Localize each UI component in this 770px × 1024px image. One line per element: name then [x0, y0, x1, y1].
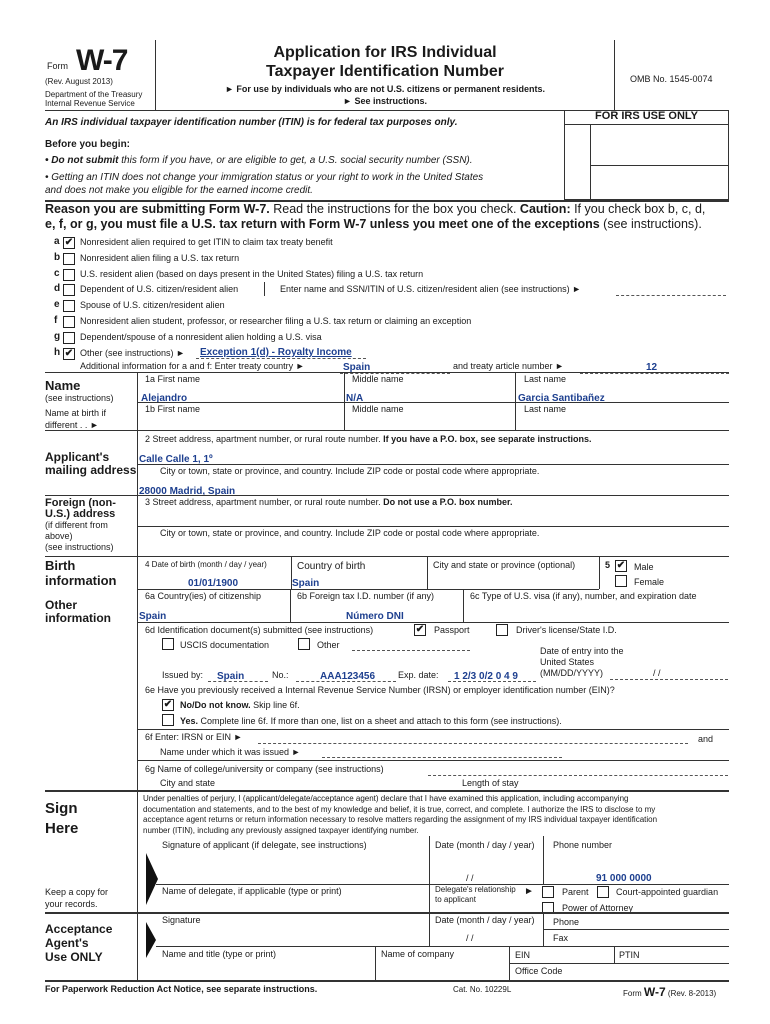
drivers-license-label: Driver's license/State I.D.	[516, 625, 617, 635]
reason-letter-a: a	[54, 236, 60, 247]
name-section-label: Name	[45, 378, 81, 393]
reason-checkbox-b[interactable]	[63, 253, 75, 265]
id-docs-label: 6d Identification document(s) submitted (see instructions)	[145, 625, 374, 635]
drivers-license-checkbox[interactable]	[496, 624, 508, 636]
parent-checkbox[interactable]	[542, 886, 554, 898]
reason-text-b: Nonresident alien filing a U.S. tax return	[80, 252, 240, 263]
reason-letter-g: g	[54, 330, 61, 342]
middle-name-label: Middle name	[352, 374, 404, 384]
entry-date-label2: United States	[540, 657, 595, 667]
before-begin: Before you begin:	[45, 139, 131, 150]
name-at-birth-label2: different . . ►	[45, 420, 99, 430]
reason-letter-b: b	[54, 251, 61, 263]
street-value[interactable]: Calle Calle 1, 1º	[139, 454, 213, 465]
itin-note: An IRS individual taxpayer identification number (ITIN) is for federal tax purposes only.	[45, 117, 458, 128]
issued-by-label: Issued by:	[162, 670, 204, 680]
guardian-label: Court-appointed guardian	[616, 887, 719, 897]
relationship-label1: Delegate's relationship	[435, 885, 516, 894]
foreign-tax-id-label: 6b Foreign tax I.D. number (if any)	[297, 591, 435, 601]
treaty-country-value[interactable]: Spain	[343, 362, 371, 373]
reason-checkbox-e[interactable]	[63, 300, 75, 312]
catalog-number: Cat. No. 10229L	[453, 985, 512, 994]
male-checkbox[interactable]: ✔	[616, 560, 626, 571]
reason-letter-f: f	[54, 315, 58, 326]
guardian-checkbox[interactable]	[597, 886, 609, 898]
omb-number: OMB No. 1545-0074	[630, 74, 713, 84]
company-name-label: Name of company	[381, 949, 455, 959]
bullet2-line1: • Getting an ITIN does not change your immigration status or your right to work in the United States	[45, 172, 484, 183]
treaty-article-label: and treaty article number ►	[453, 361, 564, 371]
keep-copy-line2: your records.	[45, 899, 98, 909]
foreign-city-label: City or town, state or province, and country. Include ZIP code or postal code where appropriate.	[160, 528, 540, 538]
foreign-address-label3: (if different from	[45, 520, 108, 530]
reason-line2: e, f, or g, you must file a U.S. tax return with Form W-7 unless you meet one of the exceptions (see instructions).	[45, 217, 702, 231]
birth-middle-name-label: Middle name	[352, 404, 404, 414]
prev-itin-question: 6e Have you previously received a Internal Revenue Service Number (IRSN) or employer identification number (EIN)?	[145, 685, 615, 695]
visa-label: 6c Type of U.S. visa (if any), number, and expiration date	[470, 591, 697, 601]
country-of-birth-value[interactable]: Spain	[292, 578, 320, 589]
female-checkbox[interactable]	[615, 575, 627, 587]
delegate-name-label: Name of delegate, if applicable (type or print)	[162, 886, 342, 896]
reason-checkbox-f[interactable]	[63, 316, 75, 328]
perjury-line: number (ITIN), including any previously assigned taxpayer identifying number.	[143, 825, 419, 835]
reason-checkbox-a[interactable]: ✔	[64, 237, 74, 248]
agent-date-slashes[interactable]: / /	[466, 933, 474, 943]
form-number: W-7	[76, 44, 128, 77]
agent-name-title-label: Name and title (type or print)	[162, 949, 277, 959]
reason-letter-h: h	[54, 346, 61, 358]
foreign-tax-id-value[interactable]: Número DNI	[346, 611, 404, 622]
female-label: Female	[634, 577, 665, 587]
sign-arrow-icon	[146, 853, 158, 905]
ptin-label: PTIN	[619, 950, 640, 960]
country-of-birth-label: Country of birth	[297, 561, 366, 572]
perjury-line: acceptance agent returns or return information necessary to resolve matters regarding the assignment of my IRS individual taxpayer identification	[143, 815, 658, 824]
d-enter-label: Enter name and SSN/ITIN of U.S. citizen/resident alien (see instructions) ►	[280, 284, 582, 294]
exp-date-label: Exp. date:	[398, 670, 439, 680]
reason-text-e: Spouse of U.S. citizen/resident alien	[80, 300, 225, 311]
city-of-birth-label: City and state or province (optional)	[433, 560, 576, 570]
footer-form: Form W-7 (Rev. 8-2013)	[623, 985, 717, 999]
last-name-label: Last name	[524, 374, 567, 384]
college-label: 6g Name of college/university or company (see instructions)	[145, 764, 384, 774]
other-reason-value[interactable]: Exception 1(d) - Royalty Income	[200, 347, 352, 358]
doc-number-label: No.:	[272, 670, 289, 680]
foreign-address-label1: Foreign (non-	[45, 497, 116, 509]
foreign-address-label2: U.S.) address	[45, 508, 116, 520]
subtitle2: ► See instructions.	[343, 96, 427, 106]
reason-text-d: Dependent of U.S. citizen/resident alien	[80, 284, 239, 295]
uscis-label: USCIS documentation	[180, 640, 270, 650]
agent-signature-label: Signature	[162, 915, 201, 925]
exp-date-value[interactable]: 1 2/3 0/2 0 4 9	[454, 671, 518, 682]
issued-by-value[interactable]: Spain	[217, 671, 245, 682]
agent-label2: Agent's	[45, 936, 89, 950]
relationship-arrow-icon: ►	[524, 886, 534, 897]
city-label: City or town, state or province, and country. Include ZIP code or postal code where appropriate.	[160, 466, 540, 476]
office-code-label: Office Code	[515, 966, 563, 976]
citizenship-label: 6a Country(ies) of citizenship	[145, 591, 262, 601]
reason-checkbox-h[interactable]: ✔	[64, 347, 74, 359]
other-info-label2: information	[45, 611, 111, 625]
gender-number: 5	[605, 560, 611, 570]
reason-text-a: Nonresident alien required to get ITIN to claim tax treaty benefit	[80, 237, 333, 247]
foreign-address-label4: above)	[45, 531, 73, 541]
uscis-checkbox[interactable]	[162, 638, 174, 650]
no-dont-know-checkbox[interactable]: ✔	[163, 699, 173, 710]
relationship-label2: to applicant	[435, 895, 476, 904]
other-info-label1: Other	[45, 598, 78, 612]
entry-date-label1: Date of entry into the	[540, 646, 624, 656]
subtitle1: ► For use by individuals who are not U.S. citizens or permanent residents.	[225, 84, 545, 94]
perjury-line: documentation and statements, and to the best of my knowledge and belief, it is true, correct, and complete. I authorize the IRS to disclose to my	[143, 804, 656, 814]
bullet2-line2: and does not make you eligible for the earned income credit.	[45, 185, 313, 196]
agent-date-label: Date (month / day / year)	[435, 915, 535, 925]
male-label: Male	[634, 562, 654, 572]
birth-info-label1: Birth	[45, 558, 76, 573]
dob-value[interactable]: 01/01/1900	[188, 578, 239, 589]
date-slashes[interactable]: / /	[466, 873, 474, 883]
form-word: Form	[47, 61, 68, 71]
title-line2: Taxpayer Identification Number	[266, 63, 504, 80]
length-of-stay-label: Length of stay	[462, 778, 519, 788]
mailing-address-label1: Applicant's	[45, 450, 110, 464]
yes-checkbox[interactable]	[162, 714, 174, 726]
middle-name-value[interactable]: N/A	[346, 393, 364, 404]
first-name-value[interactable]: Alejandro	[141, 393, 188, 404]
agent-phone-label: Phone	[553, 917, 580, 927]
and-label: and	[698, 734, 714, 744]
phone-label: Phone number	[553, 840, 613, 850]
reason-checkbox-c[interactable]	[63, 269, 75, 281]
irsn-ein-label: 6f Enter: IRSN or EIN ►	[145, 732, 243, 742]
reason-text-h: Other (see instructions) ►	[80, 347, 185, 358]
title-line1: Application for IRS Individual	[273, 44, 497, 61]
reason-letter-d: d	[54, 283, 61, 295]
additional-info-label: Additional information for a and f: Enter treaty country ►	[80, 361, 305, 371]
name-at-birth-label1: Name at birth if	[45, 408, 107, 418]
agent-label1: Acceptance	[45, 922, 113, 936]
first-name-label: 1a First name	[145, 374, 201, 384]
issued-under-label: Name under which it was issued ►	[160, 747, 301, 757]
agent-label3: Use ONLY	[45, 950, 103, 964]
sign-label2: Here	[45, 820, 79, 837]
keep-copy-line1: Keep a copy for	[45, 887, 109, 897]
agent-sign-arrow-icon	[146, 922, 156, 958]
dept-line1: Department of the Treasury	[45, 90, 143, 99]
perjury-statement	[143, 794, 657, 836]
bullet1: • Do not submit this form if you have, or are eligible to get, a U.S. social security number (SSN).	[45, 155, 473, 166]
reason-text-f: Nonresident alien student, professor, or researcher filing a U.S. tax return or claiming an exception	[80, 316, 472, 326]
dob-label: 4 Date of birth (month / day / year)	[145, 560, 267, 569]
reason-line1: Reason you are submitting Form W-7. Read the instructions for the box you check. Caution: If you check box b, c, d,	[45, 202, 706, 216]
agent-fax-label: Fax	[553, 933, 569, 943]
irs-use-only-label: FOR IRS USE ONLY	[595, 110, 698, 122]
reason-text-g: Dependent/spouse of a nonresident alien holding a U.S. visa	[80, 331, 322, 342]
foreign-street-label: 3 Street address, apartment number, or rural route number. Do not use a P.O. box number.	[145, 497, 513, 507]
no-dont-know-label: No/Do not know. Skip line 6f.	[180, 700, 300, 710]
yes-label: Yes. Complete line 6f. If more than one, list on a sheet and attach to this form (see instructions).	[180, 716, 562, 726]
revision-date: (Rev. August 2013)	[45, 77, 113, 86]
passport-checkbox[interactable]: ✔	[415, 624, 425, 635]
poa-label: Power of Attorney	[562, 903, 634, 913]
birth-first-name-label: 1b First name	[145, 404, 201, 414]
foreign-address-label5: (see instructions)	[45, 542, 114, 552]
phone-value[interactable]: 91 000 0000	[596, 873, 652, 884]
applicant-signature-label: Signature of applicant (if delegate, see instructions)	[162, 840, 367, 850]
birth-last-name-label: Last name	[524, 404, 567, 414]
dept-line2: Internal Revenue Service	[45, 99, 135, 108]
reason-checkbox-d[interactable]	[63, 284, 75, 296]
paperwork-notice: For Paperwork Reduction Act Notice, see separate instructions.	[45, 984, 318, 994]
mailing-address-label2: mailing address	[45, 463, 137, 477]
name-see-instructions: (see instructions)	[45, 393, 114, 403]
date-label: Date (month / day / year)	[435, 840, 535, 850]
doc-number-value[interactable]: AAA123456	[320, 671, 376, 682]
other-doc-label: Other	[317, 640, 340, 650]
city-state-label: City and state	[160, 778, 216, 788]
birth-info-label2: information	[45, 573, 117, 588]
other-doc-checkbox[interactable]	[298, 638, 310, 650]
ein-label: EIN	[515, 950, 531, 960]
last-name-value[interactable]: Garcia Santibañez	[518, 393, 605, 404]
reason-letter-e: e	[54, 299, 60, 311]
reason-checkbox-g[interactable]	[63, 332, 75, 344]
reason-letter-c: c	[54, 267, 60, 279]
parent-label: Parent	[562, 887, 589, 897]
passport-label: Passport	[434, 625, 470, 635]
sign-label1: Sign	[45, 800, 78, 817]
reason-text-c: U.S. resident alien (based on days present in the United States) filing a U.S. tax return	[80, 268, 424, 279]
street-label: 2 Street address, apartment number, or rural route number. If you have a P.O. box, see separate instructions.	[145, 434, 592, 444]
citizenship-value[interactable]: Spain	[139, 611, 167, 622]
treaty-article-value[interactable]: 12	[646, 362, 658, 373]
perjury-line: Under penalties of perjury, I (applicant/delegate/acceptance agent) declare that I have examined this application, including accompanying	[143, 794, 629, 803]
city-value[interactable]: 28000 Madrid, Spain	[139, 486, 236, 497]
entry-date-label3: (MM/DD/YYYY)	[540, 668, 603, 678]
entry-date-slashes[interactable]: / /	[653, 668, 661, 678]
